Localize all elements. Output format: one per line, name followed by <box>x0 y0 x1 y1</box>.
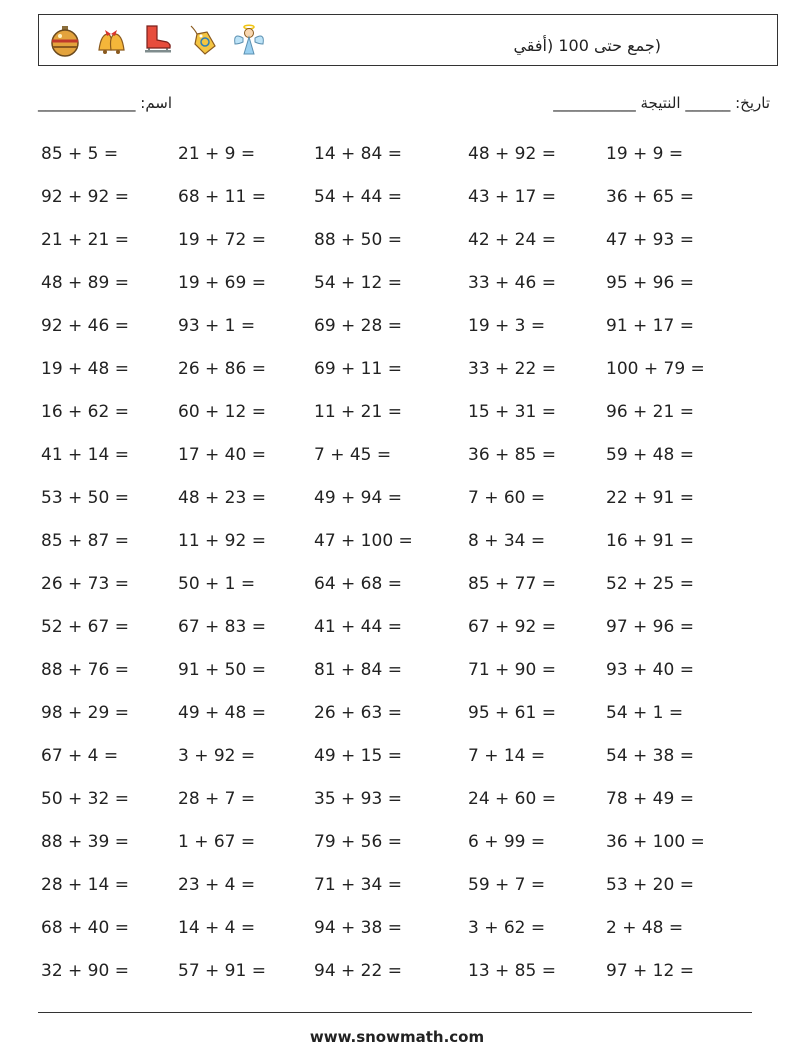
problem-row <box>41 695 761 738</box>
problem-cell: 64 + 68 = <box>314 574 402 594</box>
problem-cell: 67 + 92 = <box>468 617 556 637</box>
christmas-bells-icon <box>93 22 129 62</box>
problem-cell: 94 + 38 = <box>314 918 402 938</box>
problem-cell: 17 + 40 = <box>178 445 266 465</box>
problem-row <box>41 480 761 523</box>
problem-cell: 59 + 7 = <box>468 875 546 895</box>
problem-cell: 93 + 40 = <box>606 660 694 680</box>
problem-cell: 95 + 96 = <box>606 273 694 293</box>
problem-cell: 24 + 60 = <box>468 789 556 809</box>
problem-cell: 19 + 9 = <box>606 144 684 164</box>
problem-cell: 41 + 44 = <box>314 617 402 637</box>
problem-cell: 7 + 60 = <box>468 488 546 508</box>
problem-cell: 54 + 1 = <box>606 703 684 723</box>
problem-cell: 52 + 67 = <box>41 617 129 637</box>
problem-row <box>41 652 761 695</box>
problem-cell: 96 + 21 = <box>606 402 694 422</box>
problem-row <box>41 824 761 867</box>
problem-cell: 78 + 49 = <box>606 789 694 809</box>
problem-cell: 92 + 46 = <box>41 316 129 336</box>
problem-cell: 49 + 48 = <box>178 703 266 723</box>
problem-row <box>41 867 761 910</box>
problem-cell: 85 + 5 = <box>41 144 119 164</box>
angel-icon <box>231 22 267 62</box>
problem-cell: 68 + 11 = <box>178 187 266 207</box>
problem-cell: 52 + 25 = <box>606 574 694 594</box>
problem-cell: 21 + 21 = <box>41 230 129 250</box>
problem-cell: 59 + 48 = <box>606 445 694 465</box>
date-score-field: تاريخ: ______ النتيجة ___________ <box>553 94 770 112</box>
problem-cell: 92 + 92 = <box>41 187 129 207</box>
problem-cell: 36 + 100 = <box>606 832 705 852</box>
problem-cell: 88 + 76 = <box>41 660 129 680</box>
header-icons <box>47 23 267 61</box>
problem-cell: 28 + 7 = <box>178 789 256 809</box>
problem-cell: 28 + 14 = <box>41 875 129 895</box>
ornament-ball-icon <box>47 22 83 62</box>
problem-cell: 69 + 28 = <box>314 316 402 336</box>
problem-cell: 98 + 29 = <box>41 703 129 723</box>
problem-row <box>41 265 761 308</box>
problem-row <box>41 609 761 652</box>
problem-cell: 41 + 14 = <box>41 445 129 465</box>
problem-cell: 47 + 100 = <box>314 531 413 551</box>
problem-cell: 6 + 99 = <box>468 832 546 852</box>
problem-cell: 11 + 92 = <box>178 531 266 551</box>
footer-url: www.snowmath.com <box>309 1028 485 1046</box>
problem-cell: 85 + 87 = <box>41 531 129 551</box>
problem-cell: 91 + 50 = <box>178 660 266 680</box>
problem-cell: 33 + 22 = <box>468 359 556 379</box>
problem-cell: 71 + 90 = <box>468 660 556 680</box>
problem-cell: 2 + 48 = <box>606 918 684 938</box>
problem-cell: 97 + 96 = <box>606 617 694 637</box>
problem-row <box>41 394 761 437</box>
problem-cell: 15 + 31 = <box>468 402 556 422</box>
problem-cell: 54 + 38 = <box>606 746 694 766</box>
problem-cell: 47 + 93 = <box>606 230 694 250</box>
problem-cell: 21 + 9 = <box>178 144 256 164</box>
problem-row <box>41 781 761 824</box>
problem-cell: 67 + 83 = <box>178 617 266 637</box>
problem-row <box>41 308 761 351</box>
problem-cell: 36 + 65 = <box>606 187 694 207</box>
problem-cell: 81 + 84 = <box>314 660 402 680</box>
problem-cell: 11 + 21 = <box>314 402 402 422</box>
gift-tag-icon <box>185 22 221 62</box>
header-box <box>38 14 778 66</box>
problem-row <box>41 738 761 781</box>
problem-cell: 48 + 89 = <box>41 273 129 293</box>
problem-cell: 22 + 91 = <box>606 488 694 508</box>
problem-cell: 48 + 92 = <box>468 144 556 164</box>
problem-cell: 94 + 22 = <box>314 961 402 981</box>
problem-row <box>41 179 761 222</box>
problem-cell: 93 + 1 = <box>178 316 256 336</box>
problem-cell: 26 + 73 = <box>41 574 129 594</box>
problem-grid <box>41 136 761 996</box>
name-field: اسم: _____________ <box>38 94 173 112</box>
problem-cell: 33 + 46 = <box>468 273 556 293</box>
problem-cell: 42 + 24 = <box>468 230 556 250</box>
problem-cell: 49 + 15 = <box>314 746 402 766</box>
problem-cell: 19 + 69 = <box>178 273 266 293</box>
problem-cell: 1 + 67 = <box>178 832 256 852</box>
problem-row <box>41 437 761 480</box>
problem-cell: 35 + 93 = <box>314 789 402 809</box>
problem-cell: 97 + 12 = <box>606 961 694 981</box>
problem-cell: 68 + 40 = <box>41 918 129 938</box>
problem-cell: 14 + 84 = <box>314 144 402 164</box>
problem-cell: 32 + 90 = <box>41 961 129 981</box>
problem-cell: 53 + 20 = <box>606 875 694 895</box>
problem-row <box>41 953 761 996</box>
footer-divider <box>38 1012 752 1013</box>
worksheet-title: (جمع حتى 100 (أفقي <box>513 36 661 55</box>
problem-cell: 85 + 77 = <box>468 574 556 594</box>
problem-cell: 7 + 45 = <box>314 445 392 465</box>
problem-cell: 54 + 44 = <box>314 187 402 207</box>
problem-cell: 95 + 61 = <box>468 703 556 723</box>
problem-cell: 91 + 17 = <box>606 316 694 336</box>
problem-row <box>41 566 761 609</box>
problem-cell: 19 + 3 = <box>468 316 546 336</box>
problem-cell: 71 + 34 = <box>314 875 402 895</box>
problem-cell: 43 + 17 = <box>468 187 556 207</box>
problem-cell: 60 + 12 = <box>178 402 266 422</box>
problem-cell: 69 + 11 = <box>314 359 402 379</box>
problem-cell: 7 + 14 = <box>468 746 546 766</box>
problem-cell: 79 + 56 = <box>314 832 402 852</box>
problem-row <box>41 523 761 566</box>
problem-cell: 100 + 79 = <box>606 359 705 379</box>
problem-cell: 16 + 91 = <box>606 531 694 551</box>
problem-cell: 36 + 85 = <box>468 445 556 465</box>
problem-cell: 13 + 85 = <box>468 961 556 981</box>
problem-cell: 26 + 86 = <box>178 359 266 379</box>
problem-row <box>41 351 761 394</box>
problem-cell: 3 + 62 = <box>468 918 546 938</box>
problem-row <box>41 136 761 179</box>
problem-cell: 54 + 12 = <box>314 273 402 293</box>
problem-cell: 50 + 32 = <box>41 789 129 809</box>
problem-cell: 88 + 50 = <box>314 230 402 250</box>
problem-row <box>41 222 761 265</box>
problem-cell: 23 + 4 = <box>178 875 256 895</box>
problem-cell: 57 + 91 = <box>178 961 266 981</box>
problem-cell: 50 + 1 = <box>178 574 256 594</box>
problem-cell: 19 + 72 = <box>178 230 266 250</box>
problem-row <box>41 910 761 953</box>
problem-cell: 88 + 39 = <box>41 832 129 852</box>
problem-cell: 14 + 4 = <box>178 918 256 938</box>
problem-cell: 16 + 62 = <box>41 402 129 422</box>
problem-cell: 67 + 4 = <box>41 746 119 766</box>
problem-cell: 48 + 23 = <box>178 488 266 508</box>
problem-cell: 49 + 94 = <box>314 488 402 508</box>
problem-cell: 3 + 92 = <box>178 746 256 766</box>
ice-skate-icon <box>139 22 175 62</box>
problem-cell: 53 + 50 = <box>41 488 129 508</box>
problem-cell: 8 + 34 = <box>468 531 546 551</box>
problem-cell: 19 + 48 = <box>41 359 129 379</box>
problem-cell: 26 + 63 = <box>314 703 402 723</box>
